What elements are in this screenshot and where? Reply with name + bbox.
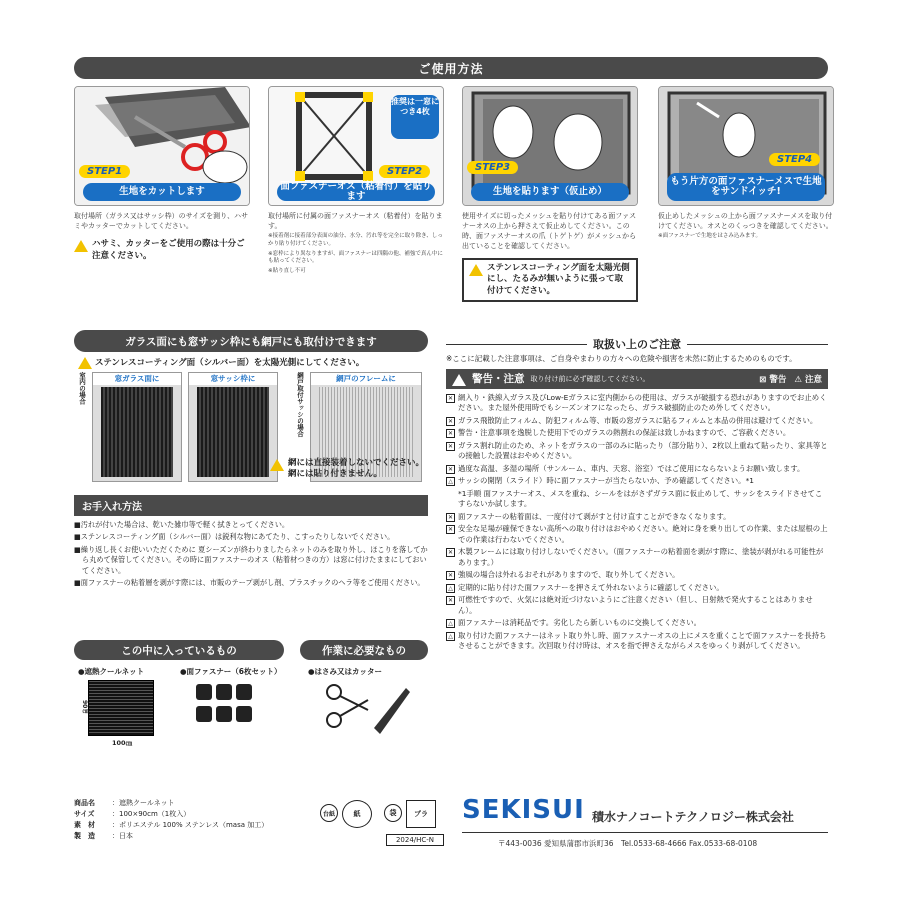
glass-surface-illustration: [92, 372, 182, 482]
note-text: *1手順 面ファスナーオス、メスを重ね、シールをはがさずガラス面に仮止めして、サッシをスライドさせてこすらないか試します。: [458, 488, 823, 509]
mesh-dark: [101, 387, 173, 477]
caution-legend: ⚠ 注意: [794, 374, 822, 385]
note-item: [446, 618, 828, 629]
note-item: [446, 428, 828, 439]
screen-net-warning: 網には直接装着しないでください。 網には貼り付きません。: [270, 458, 424, 481]
company-address: 〒443-0036 愛知県蒲郡市浜町36 Tel.0533-68-4666 Fax.0533-68-0108: [498, 839, 758, 848]
step-2-description: 取付場所に付属の面ファスナーオス（粘着付）を貼ります。: [268, 212, 443, 231]
product-info-row: 商品名 ： 遮熱クールネット: [74, 799, 175, 807]
sash-frame-illustration: [188, 372, 278, 482]
step-2-note-2: ※窓枠により異なりますが、面ファスナーは四隅の他、補強で真ん中にも貼ってください。: [268, 250, 443, 265]
step-4-note: ※面ファスナーで生地をはさみ込みます。: [658, 233, 761, 240]
note-item: [446, 464, 828, 475]
care-list: [74, 520, 428, 589]
tools-item: [308, 666, 382, 677]
prohibited-icon: ✕: [447, 394, 454, 402]
silver-side-note: ステンレスコーティング面（シルバー面）を太陽光側にしてください。: [78, 356, 428, 368]
warning-icon: [270, 459, 284, 471]
mount-label: 台紙: [320, 804, 338, 822]
note-item: [446, 489, 828, 510]
care-item: ■繰り返し長くお使いいただくために 夏シーズンが終わりましたらネットのみを取り外し、ほこりを落してから丸めて保管してください。その時に面ファスナーのオス（粘着材つきの方）は窓に付けたままにしておいてください。: [74, 544, 428, 575]
note-item: [446, 393, 828, 414]
note-item: [446, 441, 828, 462]
step-1-tag: STEP1: [79, 165, 130, 178]
step-3-illustration: [462, 86, 638, 206]
note-item: [446, 547, 828, 568]
note-text: 取り付けた面ファスナーはネット取り外し時、面ファスナーオスの上にメスを重くことで面ファスナーを長持ちさせることができます。次回取り付け時は、オスを指で押さえながらメスをゆっくり剥がしてください。: [458, 630, 827, 651]
contents-title: この中に入っているもの: [74, 640, 284, 660]
step-3: [462, 86, 638, 302]
product-info-row: 素 材 ： ポリエステル 100% ステンレス（masa 加工）: [74, 820, 269, 829]
scissors-cutter-icon: [320, 680, 410, 740]
note-item: [446, 512, 828, 523]
product-info-row: 製 造 ： 日本: [74, 831, 133, 840]
note-text: 網入り・鉄線入ガラス及びLow-Eガラスに室内側からの使用は、ガラスが破損する恐れがありますのでお止めください。また屋外使用時でもシーズンオフになったら、ガラス破損防止のため外してください。: [458, 392, 827, 413]
page-title-bar: [74, 57, 828, 79]
note-item: [446, 583, 828, 594]
glass-surface-label: 窓ガラス面に: [93, 373, 181, 385]
blank-mark: [446, 490, 455, 499]
note-text: 安全な足場が確保できない高所への取り付けはおやめください。絶対に身を乗り出しての作業、または屋根の上での作業は行わないでください。: [458, 524, 828, 544]
note-item: [446, 570, 828, 581]
warning-icon: [452, 374, 466, 386]
step-2-illustration: [268, 86, 444, 206]
care-item: ■ステンレスコーティング面（シルバー面）は鋭利な物にあてたり、こすったりしないでください。: [74, 532, 395, 542]
prohibited-icon: ✕: [447, 526, 454, 534]
step-2-title: 面ファスナーオス（粘着付）を貼ります: [277, 183, 435, 201]
step-1-title: 生地をカットします: [83, 183, 241, 201]
prohibited-icon: ✕: [447, 465, 454, 473]
step-1-warning: ハサミ、カッターをご使用の際は十分ご注意ください。: [74, 239, 250, 263]
step-4-title: もう片方の面ファスナーメスで生地をサンドイッチ!: [667, 173, 825, 201]
caution-icon: △: [446, 632, 455, 641]
note-text: ガラス割れ防止のため、ネットをガラスの一部のみに貼ったり（部分貼り）、2枚以上重ねて貼ったり、家具等との接触した設置はおやめください。: [458, 440, 828, 461]
care-title: お手入れ方法: [74, 495, 428, 516]
note-text: 可燃性ですので、火気には絶対近づけないようにご注意ください（但し、日射熱で発火することはありません）。: [458, 595, 813, 615]
note-item: [446, 631, 828, 652]
paper-recycle-icon: 紙: [342, 800, 372, 828]
tools-label: ●はさみ又はカッター: [308, 667, 382, 676]
installation-surfaces-title: ガラス面にも窓サッシ枠にも網戸にも取付けできます: [74, 330, 428, 352]
caution-icon: △: [446, 619, 455, 628]
company-name: 積水ナノコートテクノロジー株式会社: [592, 810, 794, 824]
note-text: 過度な高温、多湿の場所（サンルーム、車内、天窓、浴室）ではご使用にならないようお願い致します。: [458, 463, 805, 473]
prohibited-icon: ✕: [447, 572, 454, 580]
step-2-note-3: ※貼り直し不可: [268, 268, 306, 275]
bag-label: 袋: [384, 804, 402, 822]
step-1: [74, 86, 250, 263]
prohibited-icon: ✕: [447, 513, 454, 521]
note-text: 木製フレームには取り付けしないでください。（面ファスナーの粘着面を剥がす際に、塗装が剥がれる可能性があります。）: [458, 547, 824, 567]
net-swatch: [88, 680, 154, 736]
care-section: [74, 495, 428, 589]
prohibited-icon: ✕: [447, 442, 454, 450]
step-4-illustration: [658, 86, 834, 206]
product-code: 2024/HC-N: [386, 834, 444, 846]
handling-notes-intro: ※ここに記載した注意事項は、ご自身やまわりの方々への危険や損害を未然に防止するためのものです。: [446, 354, 797, 363]
note-text: 定期的に貼り付けた面ファスナーを押さえて外れないように確認してください。: [458, 582, 724, 592]
notes-list: [446, 393, 828, 652]
step-4-description: 仮止めしたメッシュの上から面ファスナーメスを取り付けてください。オスとのくっつきを確認してください。: [658, 212, 833, 231]
caution-icon: △: [446, 477, 455, 486]
note-text: 警告・注意事項を逸脱した使用下でのガラスの熱割れの保証は致しかねますので、ご容赦ください。: [458, 428, 791, 438]
net-item: [78, 666, 178, 677]
prohibited-icon: ✕: [447, 430, 454, 438]
page-title: ご使用方法: [418, 61, 484, 76]
fastener-item: [180, 666, 290, 677]
warning-icon: [469, 264, 483, 276]
sash-frame-label: 窓サッシ枠に: [189, 373, 277, 385]
step-2: [268, 86, 444, 276]
net-height-label: 90㎝: [81, 700, 88, 715]
plastic-recycle-icon: プラ: [406, 800, 436, 828]
warning-caution-bar: 警告・注意 取り付け前に必ず確認してください。 ⊠ 警告 ⚠ 注意: [446, 369, 828, 389]
net-label: ●遮熱クールネット: [78, 667, 145, 676]
step-2-badge: 推奨は一窓につき4枚: [391, 97, 439, 116]
mark-legend: [759, 373, 822, 385]
footer-divider: [462, 832, 828, 833]
step-3-description: 使用サイズに切ったメッシュを貼り付けてある面ファスナーオスの上から押さえて仮止めしてください。この時、面ファスナーオスの爪（トゲトゲ）がメッシュから出ていることを確認してください。: [462, 212, 637, 251]
fastener-label: ●面ファスナー（6枚セット）: [180, 667, 282, 676]
step-4: [658, 86, 834, 241]
note-text: 面ファスナーは消耗品です。劣化したら新しいものに交換してください。: [458, 618, 702, 628]
prohibited-icon: ✕: [447, 549, 454, 557]
note-item: [446, 476, 828, 487]
step-1-illustration: [74, 86, 250, 206]
sekisui-logo: SEKISUI: [462, 795, 585, 825]
installation-surfaces-section: [74, 330, 428, 504]
screen-frame-label: 網戸のフレームに: [311, 373, 421, 385]
prohibited-legend: ⊠ 警告: [759, 374, 787, 385]
step-3-warning-box: ステンレスコーティング面を太陽光側にし、たるみが無いように張って取付けてください。: [462, 258, 638, 302]
indoor-label: 室内の場合: [78, 372, 86, 405]
prohibited-icon: ✕: [447, 597, 454, 605]
step-3-title: 生地を貼ります（仮止め）: [471, 183, 629, 201]
note-text: ガラス飛散防止フィルム、防犯フィルム等、市販の窓ガラスに貼るフィルムと本品の併用は避けてください。: [458, 415, 818, 425]
step-4-tag: STEP4: [769, 153, 820, 166]
step-2-note-1: ※接着剤に接着部分表面の油分、水分、汚れ等を完全に取り除き、しっかり貼り付けてください。: [268, 233, 443, 247]
step-2-tag: STEP2: [379, 165, 430, 178]
note-text: サッシの開閉（スライド）時に面ファスナーが当たらないか、予め確認してください。*1: [458, 476, 754, 486]
recycle-marks: [320, 800, 450, 848]
prohibited-icon: ✕: [447, 417, 454, 425]
step-3-tag: STEP3: [467, 161, 518, 174]
handling-notes-title: 取扱い上のご注意: [446, 336, 828, 352]
note-item: [446, 416, 828, 427]
care-item: ■面ファスナーの粘着層を剥がす際には、市販のテープ剥がし剤、プラスチックのヘラ等をご使用ください。: [74, 578, 425, 588]
note-text: 面ファスナーの粘着面は、一度付けて剥がすと付け直すことができなくなります。: [458, 511, 731, 521]
note-item: [446, 524, 828, 545]
warning-icon: [74, 240, 88, 252]
note-text: 強風の場合は外れるおそれがありますので、取り外してください。: [458, 570, 680, 580]
tools-title: 作業に必要なもの: [300, 640, 428, 660]
mesh-dark: [197, 387, 269, 477]
product-info: [74, 798, 268, 841]
step-1-description: 取付場所（ガラス又はサッシ枠）のサイズを測り、ハサミやカッターでカットしてください。: [74, 212, 249, 231]
product-info-row: サイズ ： 100×90cm（1枚入）: [74, 809, 191, 818]
installation-illustrations: [74, 372, 428, 504]
handling-notes: [446, 336, 828, 654]
caution-icon: △: [446, 584, 455, 593]
note-item: [446, 595, 828, 616]
net-width-label: 100㎝: [112, 739, 133, 747]
warning-icon: [78, 357, 92, 369]
care-item: ■汚れが付いた場合は、乾いた雑巾等で軽く拭きとってください。: [74, 520, 290, 529]
screen-door-side-label: 網戸取付サッシの場合: [296, 372, 304, 437]
